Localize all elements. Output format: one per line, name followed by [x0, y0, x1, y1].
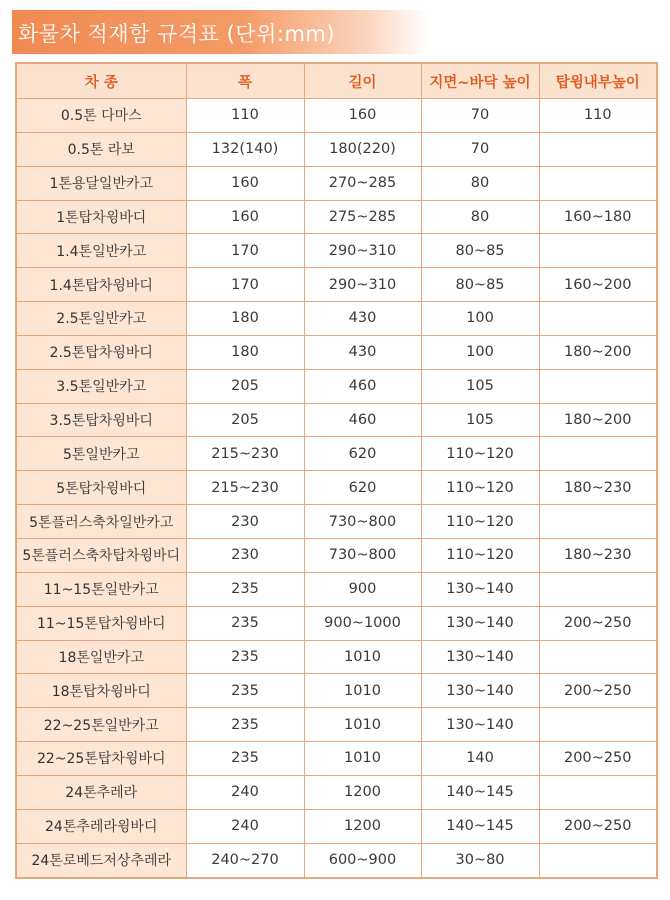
spec-cell — [539, 775, 657, 809]
column-header: 탑윙내부높이 — [539, 63, 657, 99]
vehicle-type-cell: 11~15톤탑차윙바디 — [16, 606, 186, 640]
spec-cell: 205 — [186, 403, 304, 437]
table-row — [16, 335, 657, 369]
spec-cell: 200~250 — [539, 742, 657, 776]
spec-cell: 130~140 — [421, 640, 539, 674]
spec-cell: 230 — [186, 505, 304, 539]
spec-cell: 110~120 — [421, 471, 539, 505]
vehicle-type-cell: 2.5톤일반카고 — [16, 302, 186, 336]
table-row — [16, 809, 657, 843]
table-row — [16, 234, 657, 268]
vehicle-type-cell: 22~25톤일반카고 — [16, 708, 186, 742]
spec-cell: 100 — [421, 302, 539, 336]
spec-cell: 110 — [186, 99, 304, 133]
vehicle-type-cell: 1.4톤탑차윙바디 — [16, 268, 186, 302]
spec-cell: 200~250 — [539, 674, 657, 708]
spec-cell: 235 — [186, 606, 304, 640]
spec-cell — [539, 505, 657, 539]
spec-cell: 70 — [421, 99, 539, 133]
spec-cell: 70 — [421, 132, 539, 166]
spec-cell: 900 — [304, 572, 421, 606]
vehicle-type-cell: 0.5톤 다마스 — [16, 99, 186, 133]
table-row — [16, 708, 657, 742]
column-header: 차 종 — [16, 63, 186, 99]
spec-cell: 170 — [186, 268, 304, 302]
spec-cell: 205 — [186, 369, 304, 403]
spec-cell: 105 — [421, 369, 539, 403]
spec-cell — [539, 369, 657, 403]
spec-cell — [539, 302, 657, 336]
table-row — [16, 640, 657, 674]
spec-cell: 160 — [186, 200, 304, 234]
spec-cell: 270~285 — [304, 166, 421, 200]
spec-cell: 130~140 — [421, 606, 539, 640]
spec-cell: 900~1000 — [304, 606, 421, 640]
spec-cell: 730~800 — [304, 538, 421, 572]
spec-cell: 180 — [186, 335, 304, 369]
spec-cell: 235 — [186, 708, 304, 742]
spec-cell: 160 — [186, 166, 304, 200]
table-header-row — [16, 63, 657, 99]
spec-cell: 30~80 — [421, 843, 539, 878]
spec-cell — [539, 843, 657, 878]
vehicle-type-cell: 2.5톤탑차윙바디 — [16, 335, 186, 369]
spec-cell: 80~85 — [421, 234, 539, 268]
spec-cell: 430 — [304, 335, 421, 369]
spec-cell: 1200 — [304, 809, 421, 843]
column-header: 폭 — [186, 63, 304, 99]
spec-cell: 170 — [186, 234, 304, 268]
spec-cell: 105 — [421, 403, 539, 437]
table-row — [16, 437, 657, 471]
spec-cell — [539, 132, 657, 166]
spec-cell: 460 — [304, 369, 421, 403]
spec-cell — [539, 708, 657, 742]
spec-cell: 215~230 — [186, 471, 304, 505]
table-row — [16, 606, 657, 640]
spec-cell: 160~180 — [539, 200, 657, 234]
spec-cell: 140~145 — [421, 775, 539, 809]
spec-cell: 100 — [421, 335, 539, 369]
column-header: 지면~바닥 높이 — [421, 63, 539, 99]
spec-cell: 290~310 — [304, 268, 421, 302]
vehicle-type-cell: 0.5톤 라보 — [16, 132, 186, 166]
spec-cell: 200~250 — [539, 809, 657, 843]
spec-cell: 200~250 — [539, 606, 657, 640]
table-row — [16, 268, 657, 302]
spec-cell — [539, 640, 657, 674]
spec-cell: 215~230 — [186, 437, 304, 471]
vehicle-type-cell: 24톤추레라 — [16, 775, 186, 809]
spec-cell: 130~140 — [421, 572, 539, 606]
spec-cell: 235 — [186, 674, 304, 708]
spec-cell — [539, 572, 657, 606]
title-banner — [12, 10, 428, 54]
spec-cell: 160~200 — [539, 268, 657, 302]
spec-cell: 600~900 — [304, 843, 421, 878]
table-row — [16, 843, 657, 878]
spec-cell: 1010 — [304, 640, 421, 674]
table-row — [16, 369, 657, 403]
spec-cell: 110~120 — [421, 505, 539, 539]
vehicle-type-cell: 18톤일반카고 — [16, 640, 186, 674]
table-body — [16, 99, 657, 879]
spec-cell: 430 — [304, 302, 421, 336]
table-row — [16, 200, 657, 234]
spec-cell — [539, 234, 657, 268]
spec-cell: 460 — [304, 403, 421, 437]
spec-cell — [539, 437, 657, 471]
spec-cell: 275~285 — [304, 200, 421, 234]
vehicle-type-cell: 24톤로베드저상추레라 — [16, 843, 186, 878]
spec-cell: 235 — [186, 640, 304, 674]
table-row — [16, 505, 657, 539]
table-row — [16, 166, 657, 200]
spec-cell: 235 — [186, 742, 304, 776]
spec-cell: 180 — [186, 302, 304, 336]
table-row — [16, 572, 657, 606]
spec-cell: 130~140 — [421, 674, 539, 708]
spec-cell: 180~200 — [539, 403, 657, 437]
table-row — [16, 132, 657, 166]
table-row — [16, 674, 657, 708]
vehicle-type-cell: 11~15톤일반카고 — [16, 572, 186, 606]
spec-cell: 620 — [304, 471, 421, 505]
spec-cell: 110~120 — [421, 538, 539, 572]
spec-cell: 1200 — [304, 775, 421, 809]
spec-cell: 235 — [186, 572, 304, 606]
table-row — [16, 99, 657, 133]
vehicle-type-cell: 5톤탑차윙바디 — [16, 471, 186, 505]
spec-cell: 1010 — [304, 674, 421, 708]
vehicle-type-cell: 5톤플러스축차일반카고 — [16, 505, 186, 539]
spec-cell: 140 — [421, 742, 539, 776]
spec-cell: 1010 — [304, 742, 421, 776]
vehicle-type-cell: 5톤플러스축차탑차윙바디 — [16, 538, 186, 572]
spec-cell: 290~310 — [304, 234, 421, 268]
vehicle-type-cell: 18톤탑차윙바디 — [16, 674, 186, 708]
spec-cell: 80~85 — [421, 268, 539, 302]
table-row — [16, 538, 657, 572]
spec-cell: 180~230 — [539, 538, 657, 572]
vehicle-type-cell: 1톤탑차윙바디 — [16, 200, 186, 234]
spec-cell: 132(140) — [186, 132, 304, 166]
vehicle-type-cell: 3.5톤일반카고 — [16, 369, 186, 403]
spec-cell: 730~800 — [304, 505, 421, 539]
table-row — [16, 403, 657, 437]
spec-cell: 110 — [539, 99, 657, 133]
spec-cell: 140~145 — [421, 809, 539, 843]
spec-cell: 1010 — [304, 708, 421, 742]
spec-cell: 110~120 — [421, 437, 539, 471]
table-row — [16, 302, 657, 336]
spec-cell: 240 — [186, 775, 304, 809]
truck-spec-table — [15, 62, 658, 879]
spec-cell: 130~140 — [421, 708, 539, 742]
vehicle-type-cell: 1톤용달일반카고 — [16, 166, 186, 200]
spec-cell: 240~270 — [186, 843, 304, 878]
spec-cell: 80 — [421, 200, 539, 234]
spec-cell: 80 — [421, 166, 539, 200]
spec-cell: 620 — [304, 437, 421, 471]
vehicle-type-cell: 3.5톤탑차윙바디 — [16, 403, 186, 437]
vehicle-type-cell: 22~25톤탑차윙바디 — [16, 742, 186, 776]
spec-cell: 230 — [186, 538, 304, 572]
table-row — [16, 742, 657, 776]
vehicle-type-cell: 5톤일반카고 — [16, 437, 186, 471]
spec-cell — [539, 166, 657, 200]
spec-cell: 180~200 — [539, 335, 657, 369]
spec-cell: 160 — [304, 99, 421, 133]
spec-cell: 240 — [186, 809, 304, 843]
column-header: 길이 — [304, 63, 421, 99]
spec-cell: 180(220) — [304, 132, 421, 166]
page-title: 화물차 적재함 규격표 (단위:mm) — [18, 22, 336, 46]
table-row — [16, 471, 657, 505]
vehicle-type-cell: 1.4톤일반카고 — [16, 234, 186, 268]
spec-cell: 180~230 — [539, 471, 657, 505]
table-row — [16, 775, 657, 809]
vehicle-type-cell: 24톤추레라윙바디 — [16, 809, 186, 843]
